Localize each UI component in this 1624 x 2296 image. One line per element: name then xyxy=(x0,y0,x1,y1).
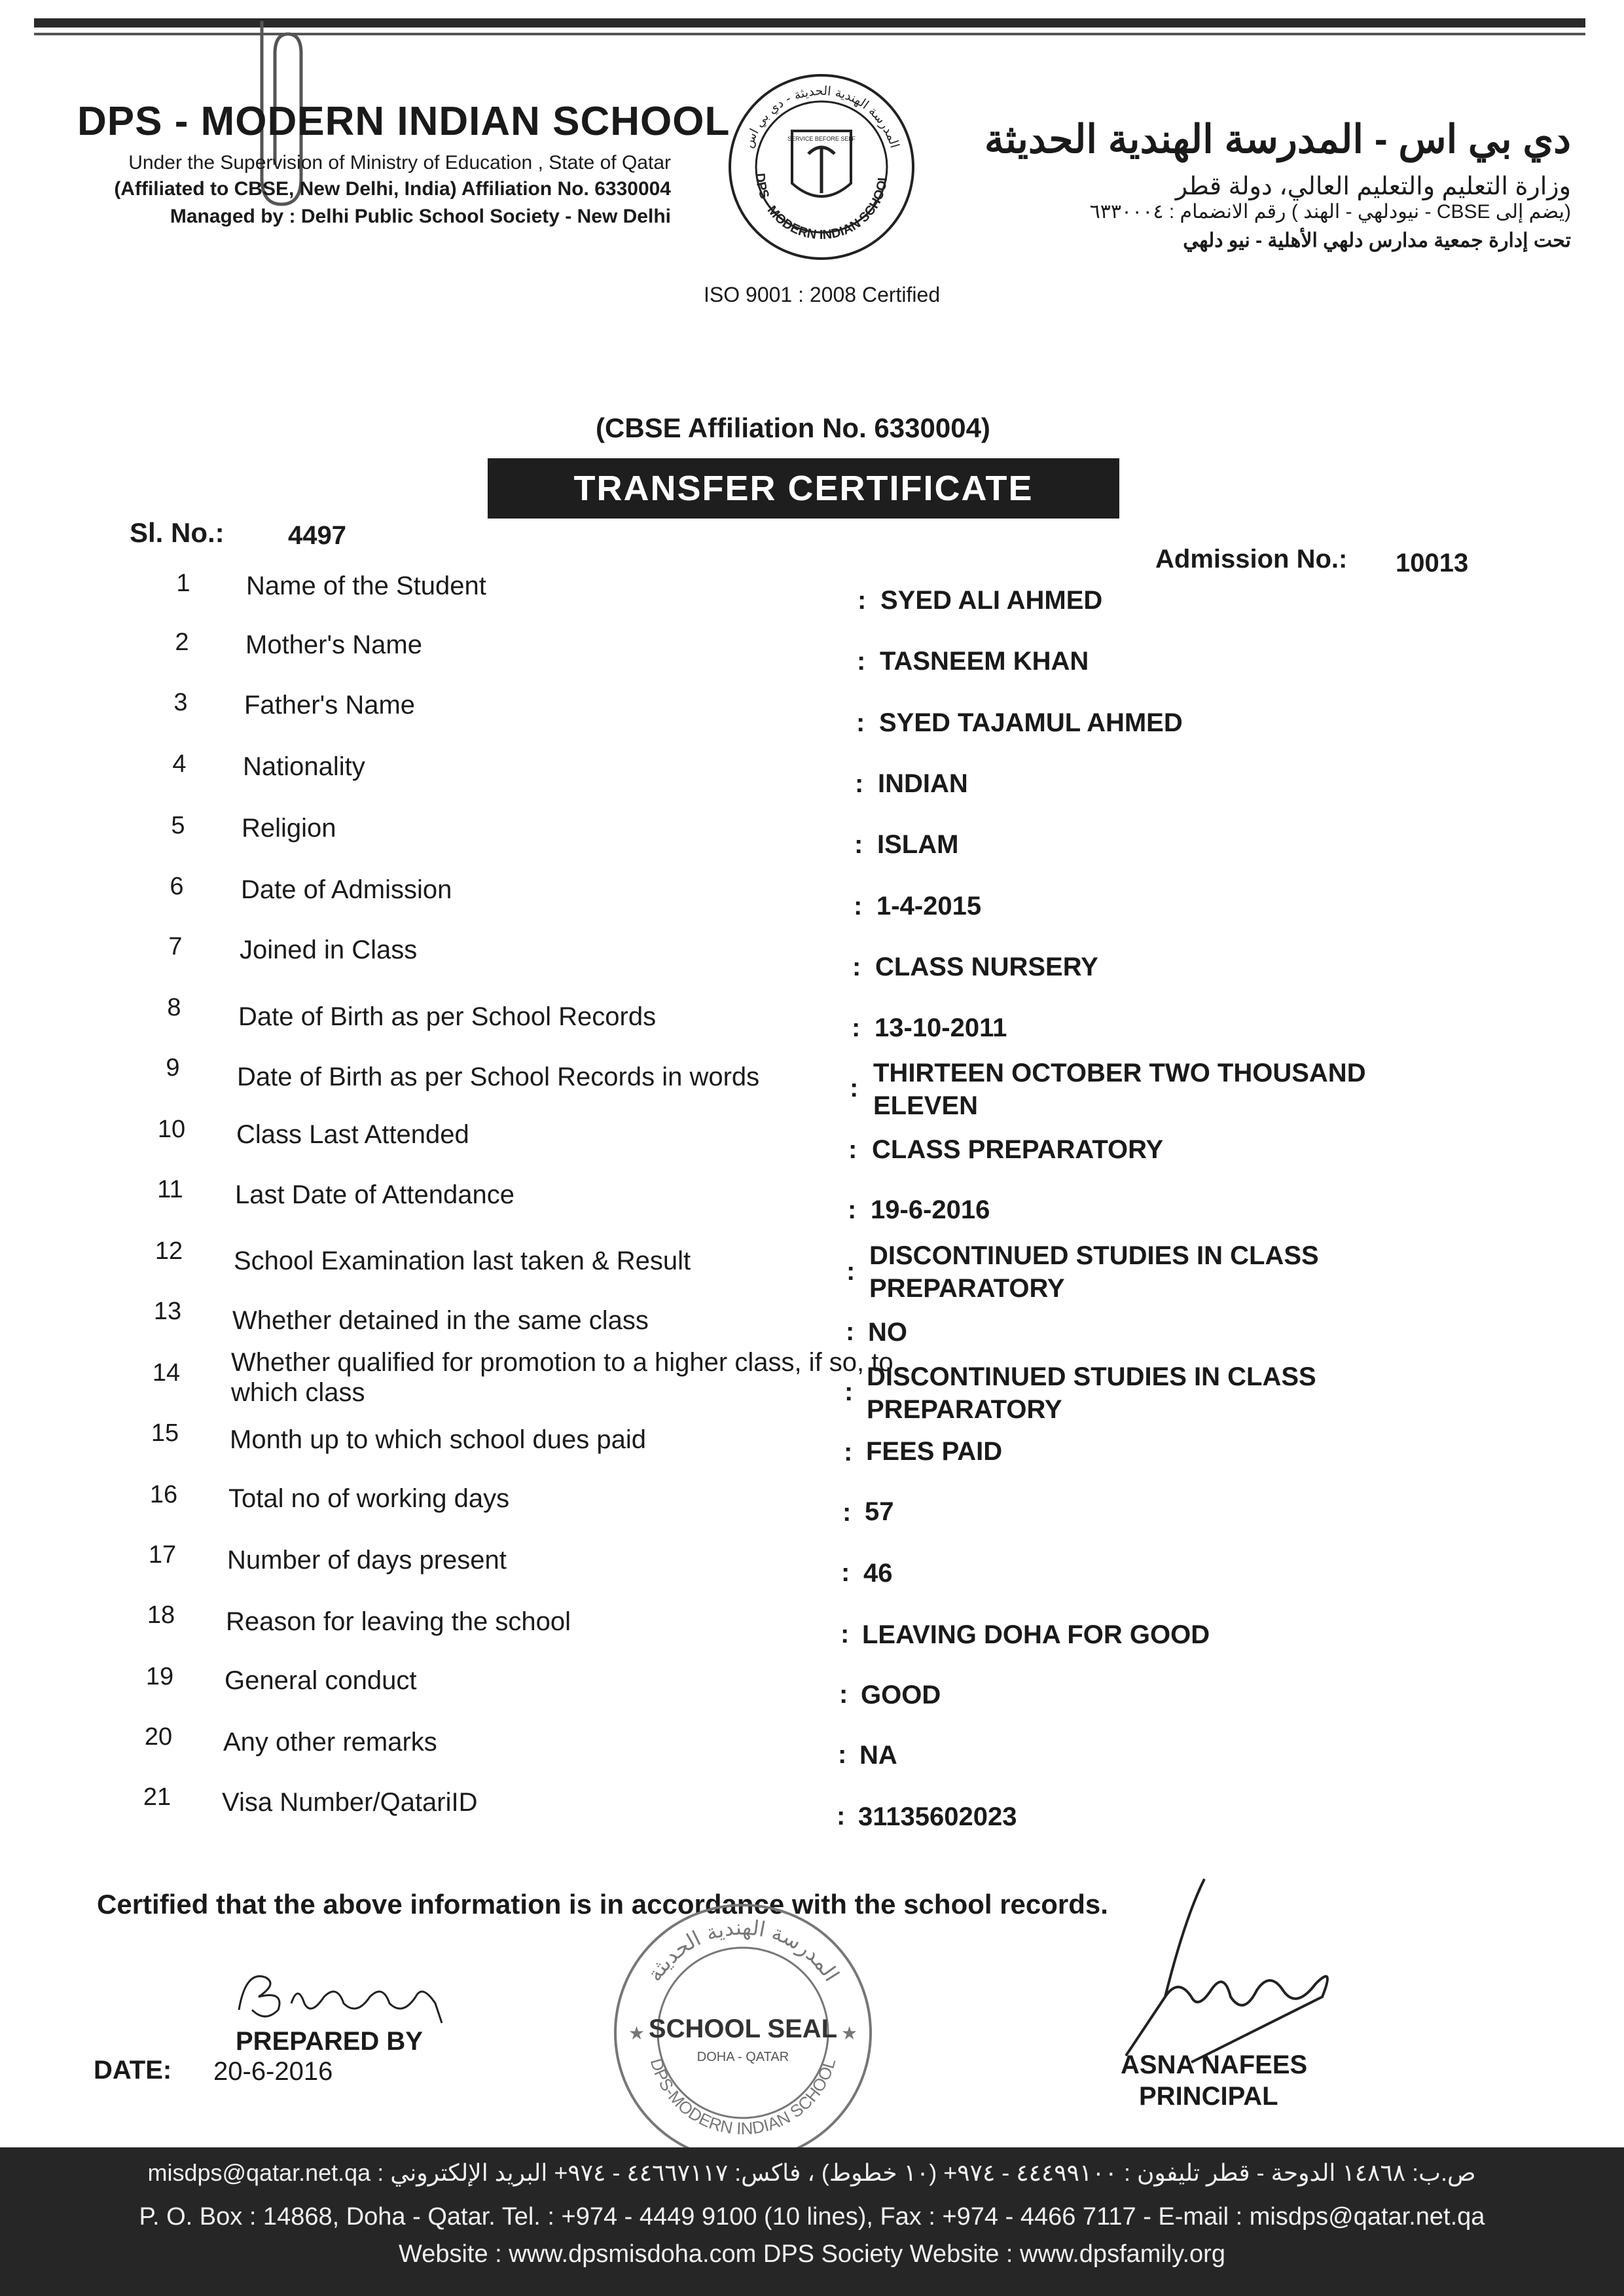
school-name-english: DPS - MODERN INDIAN SCHOOL xyxy=(77,99,731,144)
principal-signature xyxy=(1087,1866,1362,2075)
iso-certified-text: ISO 9001 : 2008 Certified xyxy=(704,283,941,306)
row-label: Date of Birth as per School Records in words xyxy=(237,1063,760,1091)
row-value: 31135602023 xyxy=(858,1802,1017,1831)
row-colon: : xyxy=(838,1740,847,1769)
row-label: Name of the Student xyxy=(246,572,486,600)
row-colon: : xyxy=(840,1620,850,1649)
row-number: 13 xyxy=(153,1298,182,1325)
row-value: CLASS PREPARATORY xyxy=(872,1135,1164,1164)
row-colon: : xyxy=(856,708,865,737)
row-label: Month up to which school dues paid xyxy=(230,1425,646,1454)
header-line-affiliation-arabic: (يضم إلى CBSE - نيودلهي - الهند ) رقم الانضمام : ٦٣٣٠٠٠٤ xyxy=(1089,201,1571,223)
row-number: 16 xyxy=(149,1481,178,1508)
row-number: 10 xyxy=(157,1116,186,1143)
row-colon: : xyxy=(852,953,861,981)
row-value: SYED TAJAMUL AHMED xyxy=(879,708,1183,737)
row-label: Class Last Attended xyxy=(236,1120,469,1149)
row-label: Nationality xyxy=(243,752,365,781)
row-number: 8 xyxy=(167,994,181,1021)
star-icon: ★ xyxy=(628,2023,645,2043)
row-colon: : xyxy=(841,1558,850,1587)
row-colon: : xyxy=(857,647,866,676)
row-value: ISLAM xyxy=(877,830,959,859)
school-seal-stamp xyxy=(609,1899,877,2167)
footer-contact-arabic: ص.ب: ١٤٨٦٨ الدوحة - قطر تليفون : ٤٤٤٩٩١٠٠ - ٩٧٤+ (١٠ خطوط) ، فاكس: ٤٤٦٦٧١١٧ - ٩٧٤+ البريد الإلكتروني : misdps@qatar.net.qa xyxy=(147,2159,1476,2186)
row-number: 5 xyxy=(171,812,185,839)
row-label: Visa Number/QatariID xyxy=(222,1788,478,1817)
row-colon: : xyxy=(842,1498,852,1527)
row-value: GOOD xyxy=(861,1681,941,1709)
star-icon: ★ xyxy=(841,2023,858,2043)
row-number: 18 xyxy=(147,1601,175,1629)
cbse-affiliation-heading: (CBSE Affiliation No. 6330004) xyxy=(596,412,990,443)
row-value: DISCONTINUED STUDIES IN CLASS PREPARATORY xyxy=(869,1241,1319,1303)
row-value: NA xyxy=(859,1741,897,1770)
row-number: 12 xyxy=(154,1237,183,1265)
seal-arabic-ring: المدرسة الهندية الحديثة xyxy=(641,1914,844,1986)
row-label: Reason for leaving the school xyxy=(226,1607,571,1636)
row-value: FEES PAID xyxy=(866,1437,1003,1466)
row-value: 1-4-2015 xyxy=(876,892,982,920)
row-label: Number of days present xyxy=(227,1546,507,1575)
row-value: 46 xyxy=(863,1559,893,1588)
row-label: Joined in Class xyxy=(240,936,418,964)
school-logo xyxy=(723,69,920,265)
footer-websites: Website : www.dpsmisdoha.com DPS Society Website : www.dpsfamily.org xyxy=(399,2240,1225,2268)
header-line-ministry-arabic: وزارة التعليم والتعليم العالي، دولة قطر xyxy=(1175,173,1571,200)
row-value: TASNEEM KHAN xyxy=(880,647,1089,676)
row-number: 6 xyxy=(170,873,184,900)
footer-contact-english: P. O. Box : 14868, Doha - Qatar. Tel. : +974 - 4449 9100 (10 lines), Fax : +974 - 4466 7117 - E-mail : misdps@qatar.net.qa xyxy=(139,2203,1485,2231)
header-line-managed-by: Managed by : Delhi Public School Society - New Delhi xyxy=(170,206,671,227)
principal-title: PRINCIPAL xyxy=(1139,2082,1278,2111)
row-label: Any other remarks xyxy=(223,1728,437,1757)
certification-statement: Certified that the above information is in accordance with the school records. xyxy=(97,1889,1108,1920)
row-colon: : xyxy=(846,1317,855,1346)
row-colon: : xyxy=(844,1438,853,1467)
date-value: 20-6-2016 xyxy=(213,2057,333,2086)
row-colon: : xyxy=(855,769,864,798)
row-colon: : xyxy=(837,1802,846,1831)
row-label: General conduct xyxy=(225,1666,417,1695)
seal-english-ring: DPS-MODERN INDIAN SCHOOL xyxy=(646,2056,840,2139)
row-value: LEAVING DOHA FOR GOOD xyxy=(862,1620,1210,1649)
serial-number-value: 4497 xyxy=(288,521,346,550)
serial-number-label: Sl. No.: xyxy=(130,517,225,548)
row-label: Mother's Name xyxy=(245,630,422,659)
row-colon: : xyxy=(850,1074,859,1102)
row-number: 14 xyxy=(152,1359,181,1387)
seal-location: DOHA - QATAR xyxy=(696,2050,789,2064)
header-line-managed-arabic: تحت إدارة جمعية مدارس دلهي الأهلية - نيو دلهي xyxy=(1183,230,1571,251)
row-value: SYED ALI AHMED xyxy=(880,586,1103,615)
transfer-certificate-title: TRANSFER CERTIFICATE xyxy=(488,458,1119,519)
row-label: Whether detained in the same class xyxy=(232,1306,649,1335)
row-value: INDIAN xyxy=(878,769,968,798)
logo-arabic-text: المدرسة الهندية الحديثة - دي بي اس xyxy=(741,83,902,150)
school-name-arabic: دي بي اس - المدرسة الهندية الحديثة xyxy=(984,117,1571,161)
row-number: 9 xyxy=(166,1054,180,1082)
admission-number-label: Admission No.: xyxy=(1155,545,1348,574)
row-number: 21 xyxy=(143,1783,171,1811)
admission-number-value: 10013 xyxy=(1396,549,1469,577)
principal-name: ASNA NAFEES xyxy=(1121,2050,1308,2079)
row-value: 13-10-2011 xyxy=(875,1013,1007,1042)
row-number: 1 xyxy=(176,570,190,597)
row-label: School Examination last taken & Result xyxy=(234,1247,691,1275)
row-number: 2 xyxy=(175,629,189,656)
row-value: THIRTEEN OCTOBER TWO THOUSAND ELEVEN xyxy=(873,1059,1366,1120)
header-line-supervision: Under the Supervision of Ministry of Education , State of Qatar xyxy=(128,152,671,173)
row-label: Total no of working days xyxy=(228,1484,510,1513)
row-number: 4 xyxy=(172,750,187,778)
row-value: NO xyxy=(868,1318,907,1347)
row-number: 17 xyxy=(148,1541,177,1569)
logo-motto: SERVICE BEFORE SELF xyxy=(787,136,856,142)
row-colon: : xyxy=(852,1013,861,1042)
row-label: Date of Birth as per School Records xyxy=(238,1002,657,1031)
row-label: Father's Name xyxy=(244,691,416,720)
row-label: Date of Admission xyxy=(241,875,452,904)
row-colon: : xyxy=(848,1195,857,1224)
prepared-by-label: PREPARED BY xyxy=(236,2027,423,2056)
row-value: 57 xyxy=(865,1497,894,1526)
row-colon: : xyxy=(854,830,863,859)
row-colon: : xyxy=(854,892,863,920)
row-value: DISCONTINUED STUDIES IN CLASS PREPARATORY xyxy=(867,1362,1316,1424)
row-number: 15 xyxy=(151,1419,179,1447)
row-number: 7 xyxy=(168,933,183,960)
torch-icon xyxy=(808,147,835,193)
row-value: CLASS NURSERY xyxy=(875,953,1098,981)
prepared-by-signature xyxy=(226,1958,488,2036)
row-colon: : xyxy=(846,1257,856,1286)
row-colon: : xyxy=(857,586,867,615)
row-colon: : xyxy=(844,1377,854,1406)
date-label: DATE: xyxy=(94,2056,172,2085)
row-colon: : xyxy=(848,1135,857,1164)
row-label: Whether qualified for promotion to a higher class, if so, to which class xyxy=(231,1348,893,1407)
row-number: 3 xyxy=(173,689,188,716)
row-value: 19-6-2016 xyxy=(871,1195,990,1224)
school-seal-label: SCHOOL SEAL xyxy=(648,2014,838,2043)
row-number: 11 xyxy=(157,1176,183,1203)
row-number: 19 xyxy=(145,1663,174,1690)
row-number: 20 xyxy=(144,1723,173,1751)
row-label: Last Date of Attendance xyxy=(235,1180,514,1209)
logo-ring-text: DPS - MODERN INDIAN SCHOOL xyxy=(752,172,891,243)
row-label: Religion xyxy=(242,814,336,843)
row-colon: : xyxy=(839,1680,848,1709)
header-line-affiliation: (Affiliated to CBSE, New Delhi, India) Affiliation No. 6330004 xyxy=(114,178,671,200)
svg-text:DPS-MODERN INDIAN SCHOOL xyxy=(647,2056,840,2139)
